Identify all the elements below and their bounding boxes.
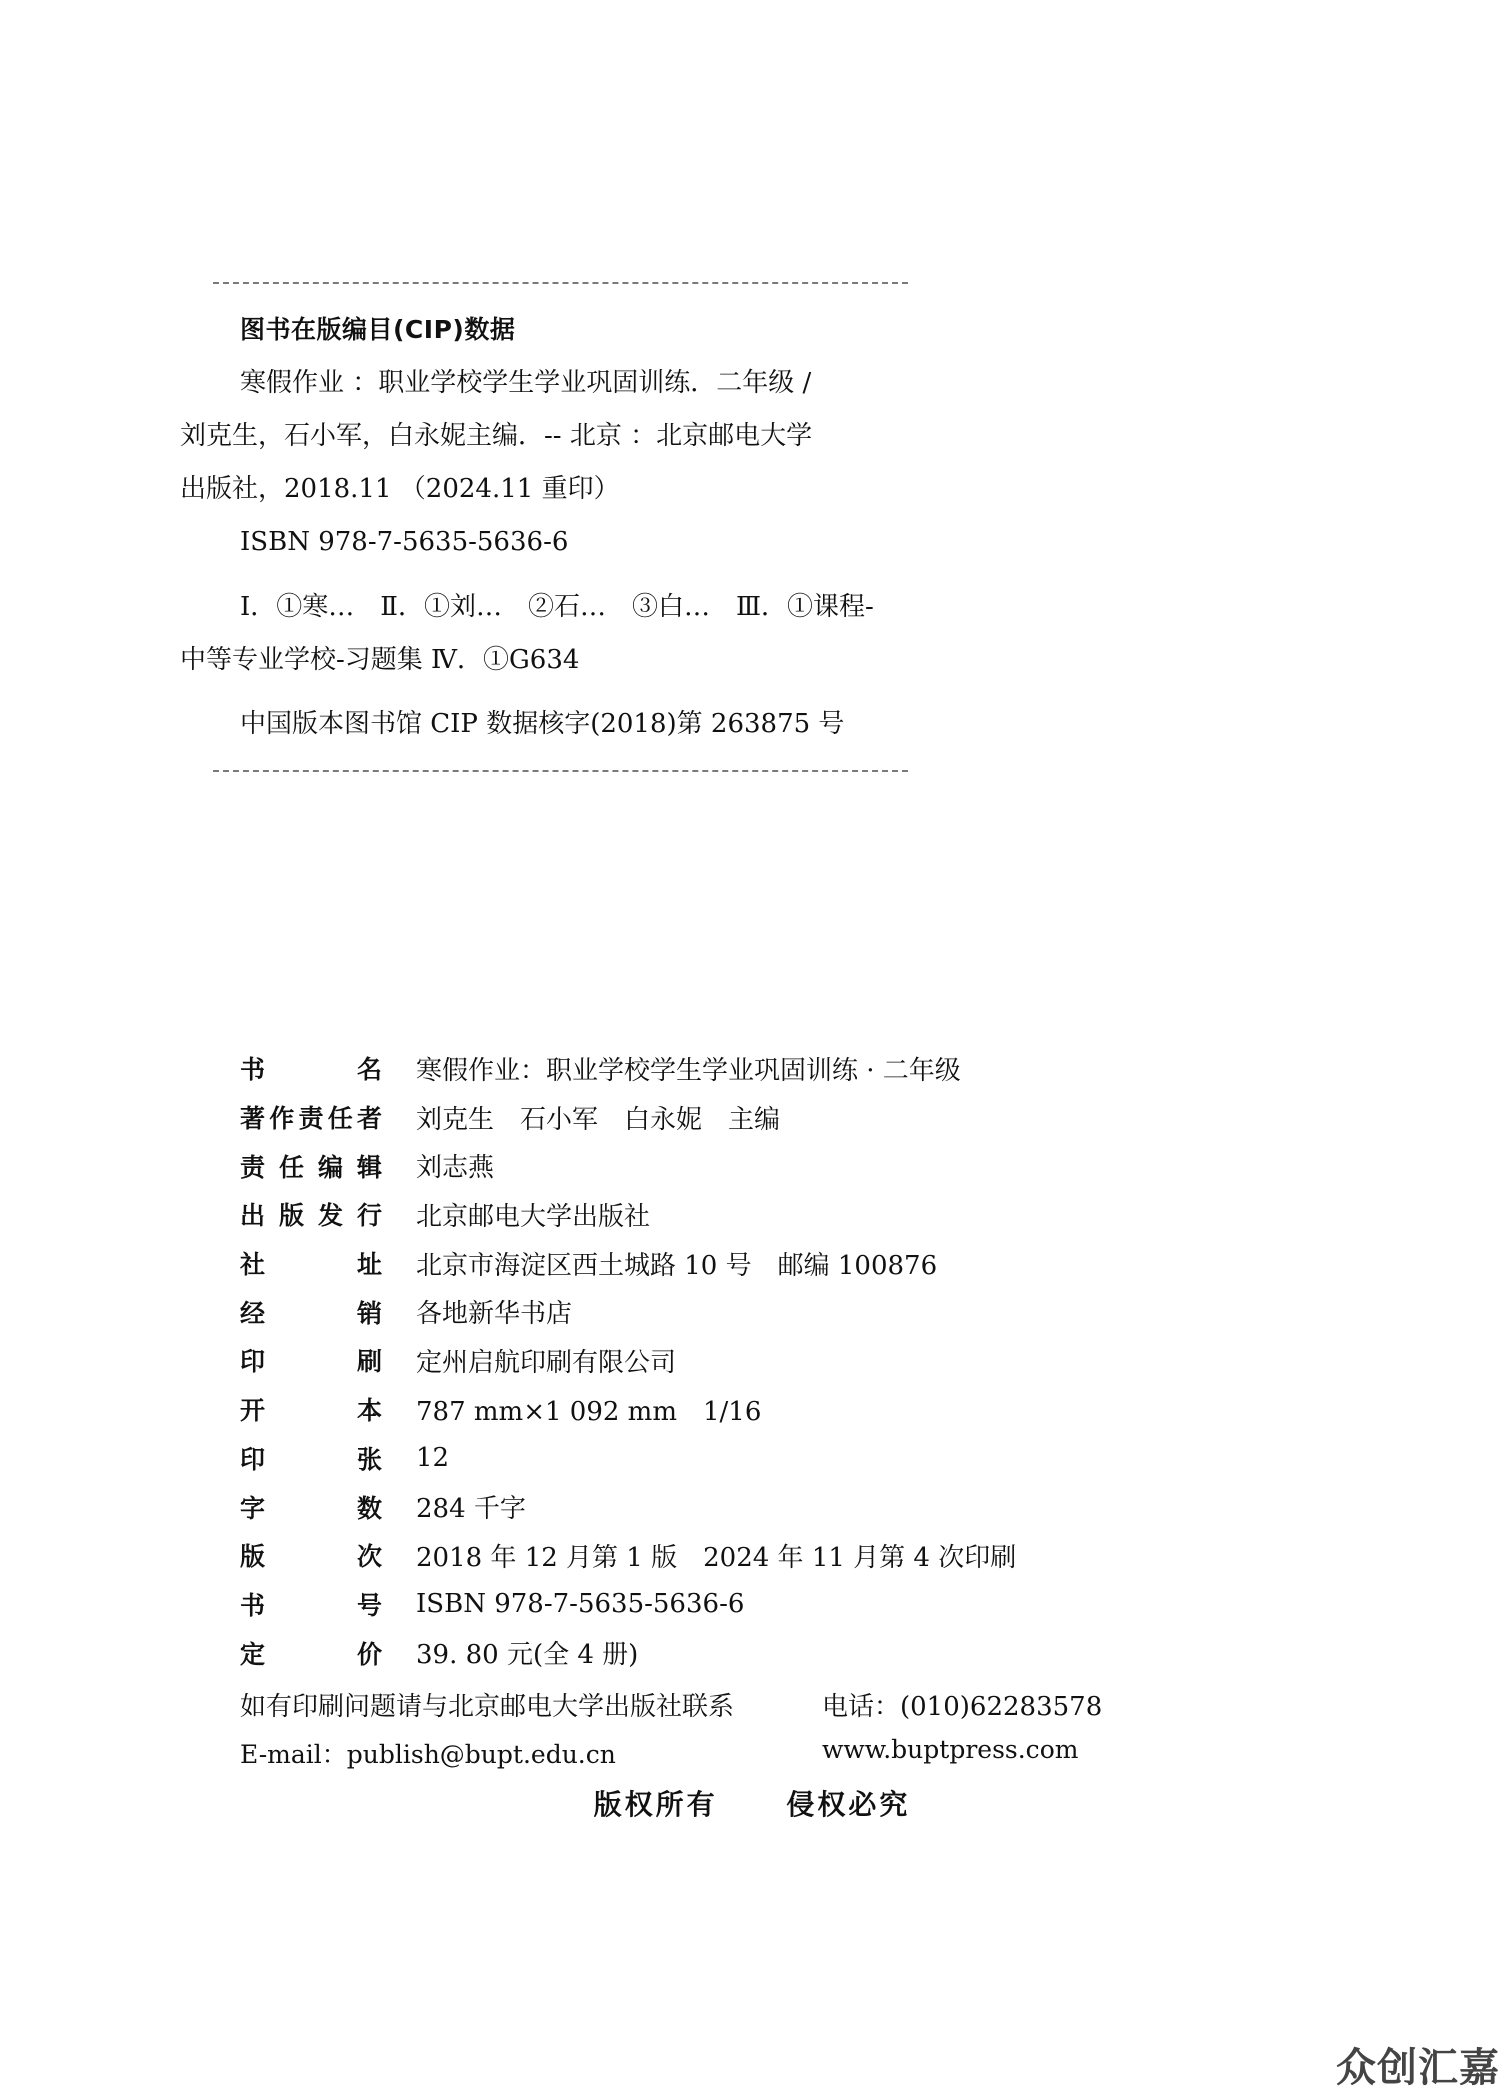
cip-line-1: 寒假作业 ：职业学校学生学业巩固训练．二年级 / — [240, 368, 812, 398]
colophon-label-char: 者 — [356, 1104, 382, 1134]
colophon-label-char: 辑 — [356, 1152, 382, 1182]
colophon-label-char: 张 — [356, 1444, 382, 1474]
colophon-value: 北京邮电大学出版社 — [416, 1201, 651, 1232]
colophon-label-char: 址 — [356, 1250, 382, 1280]
colophon-label — [240, 1635, 382, 1671]
cip-library-record: 中国版本图书馆 CIP 数据核字(2018)第 263875 号 — [240, 709, 845, 739]
colophon-label-char: 责 — [240, 1152, 266, 1182]
colophon-label-char: 印 — [240, 1347, 266, 1377]
colophon-value: 12 — [416, 1442, 450, 1473]
colophon-label-char: 经 — [240, 1298, 266, 1328]
colophon-label — [240, 1294, 382, 1330]
colophon-label — [240, 1537, 382, 1573]
colophon-value: 各地新华书店 — [416, 1299, 573, 1330]
cip-line-3: 出版社，2018.11 （2024.11 重印） — [180, 474, 620, 504]
colophon-value: 284 千字 — [416, 1494, 526, 1525]
colophon-label-char: 数 — [356, 1493, 382, 1523]
cip-line-2: 刘克生，石小军，白永妮主编．-- 北京 ：北京邮电大学 — [180, 421, 813, 451]
colophon-value: 刘志燕 — [416, 1153, 495, 1184]
colophon-label-char: 定 — [240, 1639, 266, 1669]
copyright-left: 版权所有 — [593, 1788, 718, 1821]
colophon-row — [240, 1580, 1016, 1629]
colophon-value: 787 mm×1 092 mm 1/16 — [416, 1396, 762, 1427]
colophon-label — [240, 1245, 382, 1281]
colophon-label-char: 刷 — [356, 1347, 382, 1377]
colophon-label-char: 开 — [240, 1396, 266, 1426]
colophon-value: 39. 80 元(全 4 册) — [416, 1640, 639, 1671]
colophon-label-char: 行 — [356, 1201, 382, 1231]
colophon-row — [240, 1044, 1016, 1093]
colophon-row — [240, 1531, 1016, 1580]
colophon-value: 定州启航印刷有限公司 — [416, 1347, 677, 1378]
colophon-row — [240, 1190, 1016, 1239]
colophon-value: 刘克生 石小军 白永妮 主编 — [416, 1104, 781, 1135]
top-dashed-divider — [213, 282, 908, 284]
publisher-phone: 电话：(010)62283578 — [822, 1692, 1103, 1722]
colophon-label-char: 次 — [356, 1542, 382, 1572]
colophon-label-char: 字 — [240, 1493, 266, 1523]
colophon-row — [240, 1093, 1016, 1142]
cip-classification-1: Ⅰ．①寒… Ⅱ．①刘… ②石… ③白… Ⅲ．①课程- — [240, 592, 874, 622]
colophon-row — [240, 1287, 1016, 1336]
colophon-label-char: 任 — [327, 1104, 353, 1134]
colophon-row — [240, 1239, 1016, 1288]
colophon-label-char: 社 — [240, 1250, 266, 1280]
colophon-label-char: 销 — [356, 1298, 382, 1328]
colophon-label — [240, 1342, 382, 1378]
publisher-website: www.buptpress.com — [822, 1735, 1079, 1764]
colophon-row — [240, 1482, 1016, 1531]
colophon-label-char: 书 — [240, 1055, 266, 1085]
colophon-label-char: 著 — [240, 1104, 266, 1134]
colophon-label — [240, 1196, 382, 1232]
colophon-label-char: 号 — [356, 1590, 382, 1620]
colophon-label-char: 责 — [298, 1104, 324, 1134]
cip-isbn: ISBN 978-7-5635-5636-6 — [240, 527, 569, 557]
colophon-label-char: 编 — [317, 1152, 343, 1182]
colophon-label-char: 印 — [240, 1444, 266, 1474]
colophon-row — [240, 1434, 1016, 1483]
colophon-label-char: 发 — [317, 1201, 343, 1231]
bottom-dashed-divider — [213, 770, 908, 772]
colophon-row — [240, 1336, 1016, 1385]
colophon-label — [240, 1050, 382, 1086]
colophon-value: 2018 年 12 月第 1 版 2024 年 11 月第 4 次印刷 — [416, 1542, 1017, 1573]
colophon-label-char: 任 — [278, 1152, 304, 1182]
watermark-logo: 众创汇嘉 — [1336, 2045, 1500, 2091]
colophon-value: ISBN 978-7-5635-5636-6 — [416, 1588, 745, 1619]
colophon-label — [240, 1489, 382, 1525]
colophon-label — [240, 1440, 382, 1476]
publisher-email: E-mail：publish@bupt.edu.cn — [240, 1740, 616, 1769]
colophon-label-char: 价 — [356, 1639, 382, 1669]
colophon-label — [240, 1099, 382, 1135]
copyright-notice — [0, 1783, 1504, 1823]
colophon-row — [240, 1385, 1016, 1434]
colophon-label — [240, 1148, 382, 1184]
cip-classification-2: 中等专业学校-习题集 Ⅳ．①G634 — [180, 645, 580, 675]
colophon-label-char: 本 — [356, 1396, 382, 1426]
colophon-row — [240, 1141, 1016, 1190]
colophon-label-char: 作 — [269, 1104, 295, 1134]
printing-issue-note: 如有印刷问题请与北京邮电大学出版社联系 — [240, 1692, 735, 1722]
colophon-value: 寒假作业：职业学校学生学业巩固训练 · 二年级 — [416, 1055, 961, 1086]
colophon-label-char: 版 — [240, 1542, 266, 1572]
colophon-label — [240, 1391, 382, 1427]
colophon-row — [240, 1628, 1016, 1677]
colophon-label — [240, 1586, 382, 1622]
colophon-label-char: 名 — [356, 1055, 382, 1085]
colophon-label-char: 版 — [278, 1201, 304, 1231]
colophon-table — [240, 1044, 1016, 1677]
copyright-right: 侵权必究 — [786, 1788, 911, 1821]
cip-heading: 图书在版编目(CIP)数据 — [240, 315, 516, 344]
colophon-label-char: 书 — [240, 1590, 266, 1620]
colophon-value: 北京市海淀区西土城路 10 号 邮编 100876 — [416, 1250, 938, 1281]
colophon-label-char: 出 — [240, 1201, 266, 1231]
